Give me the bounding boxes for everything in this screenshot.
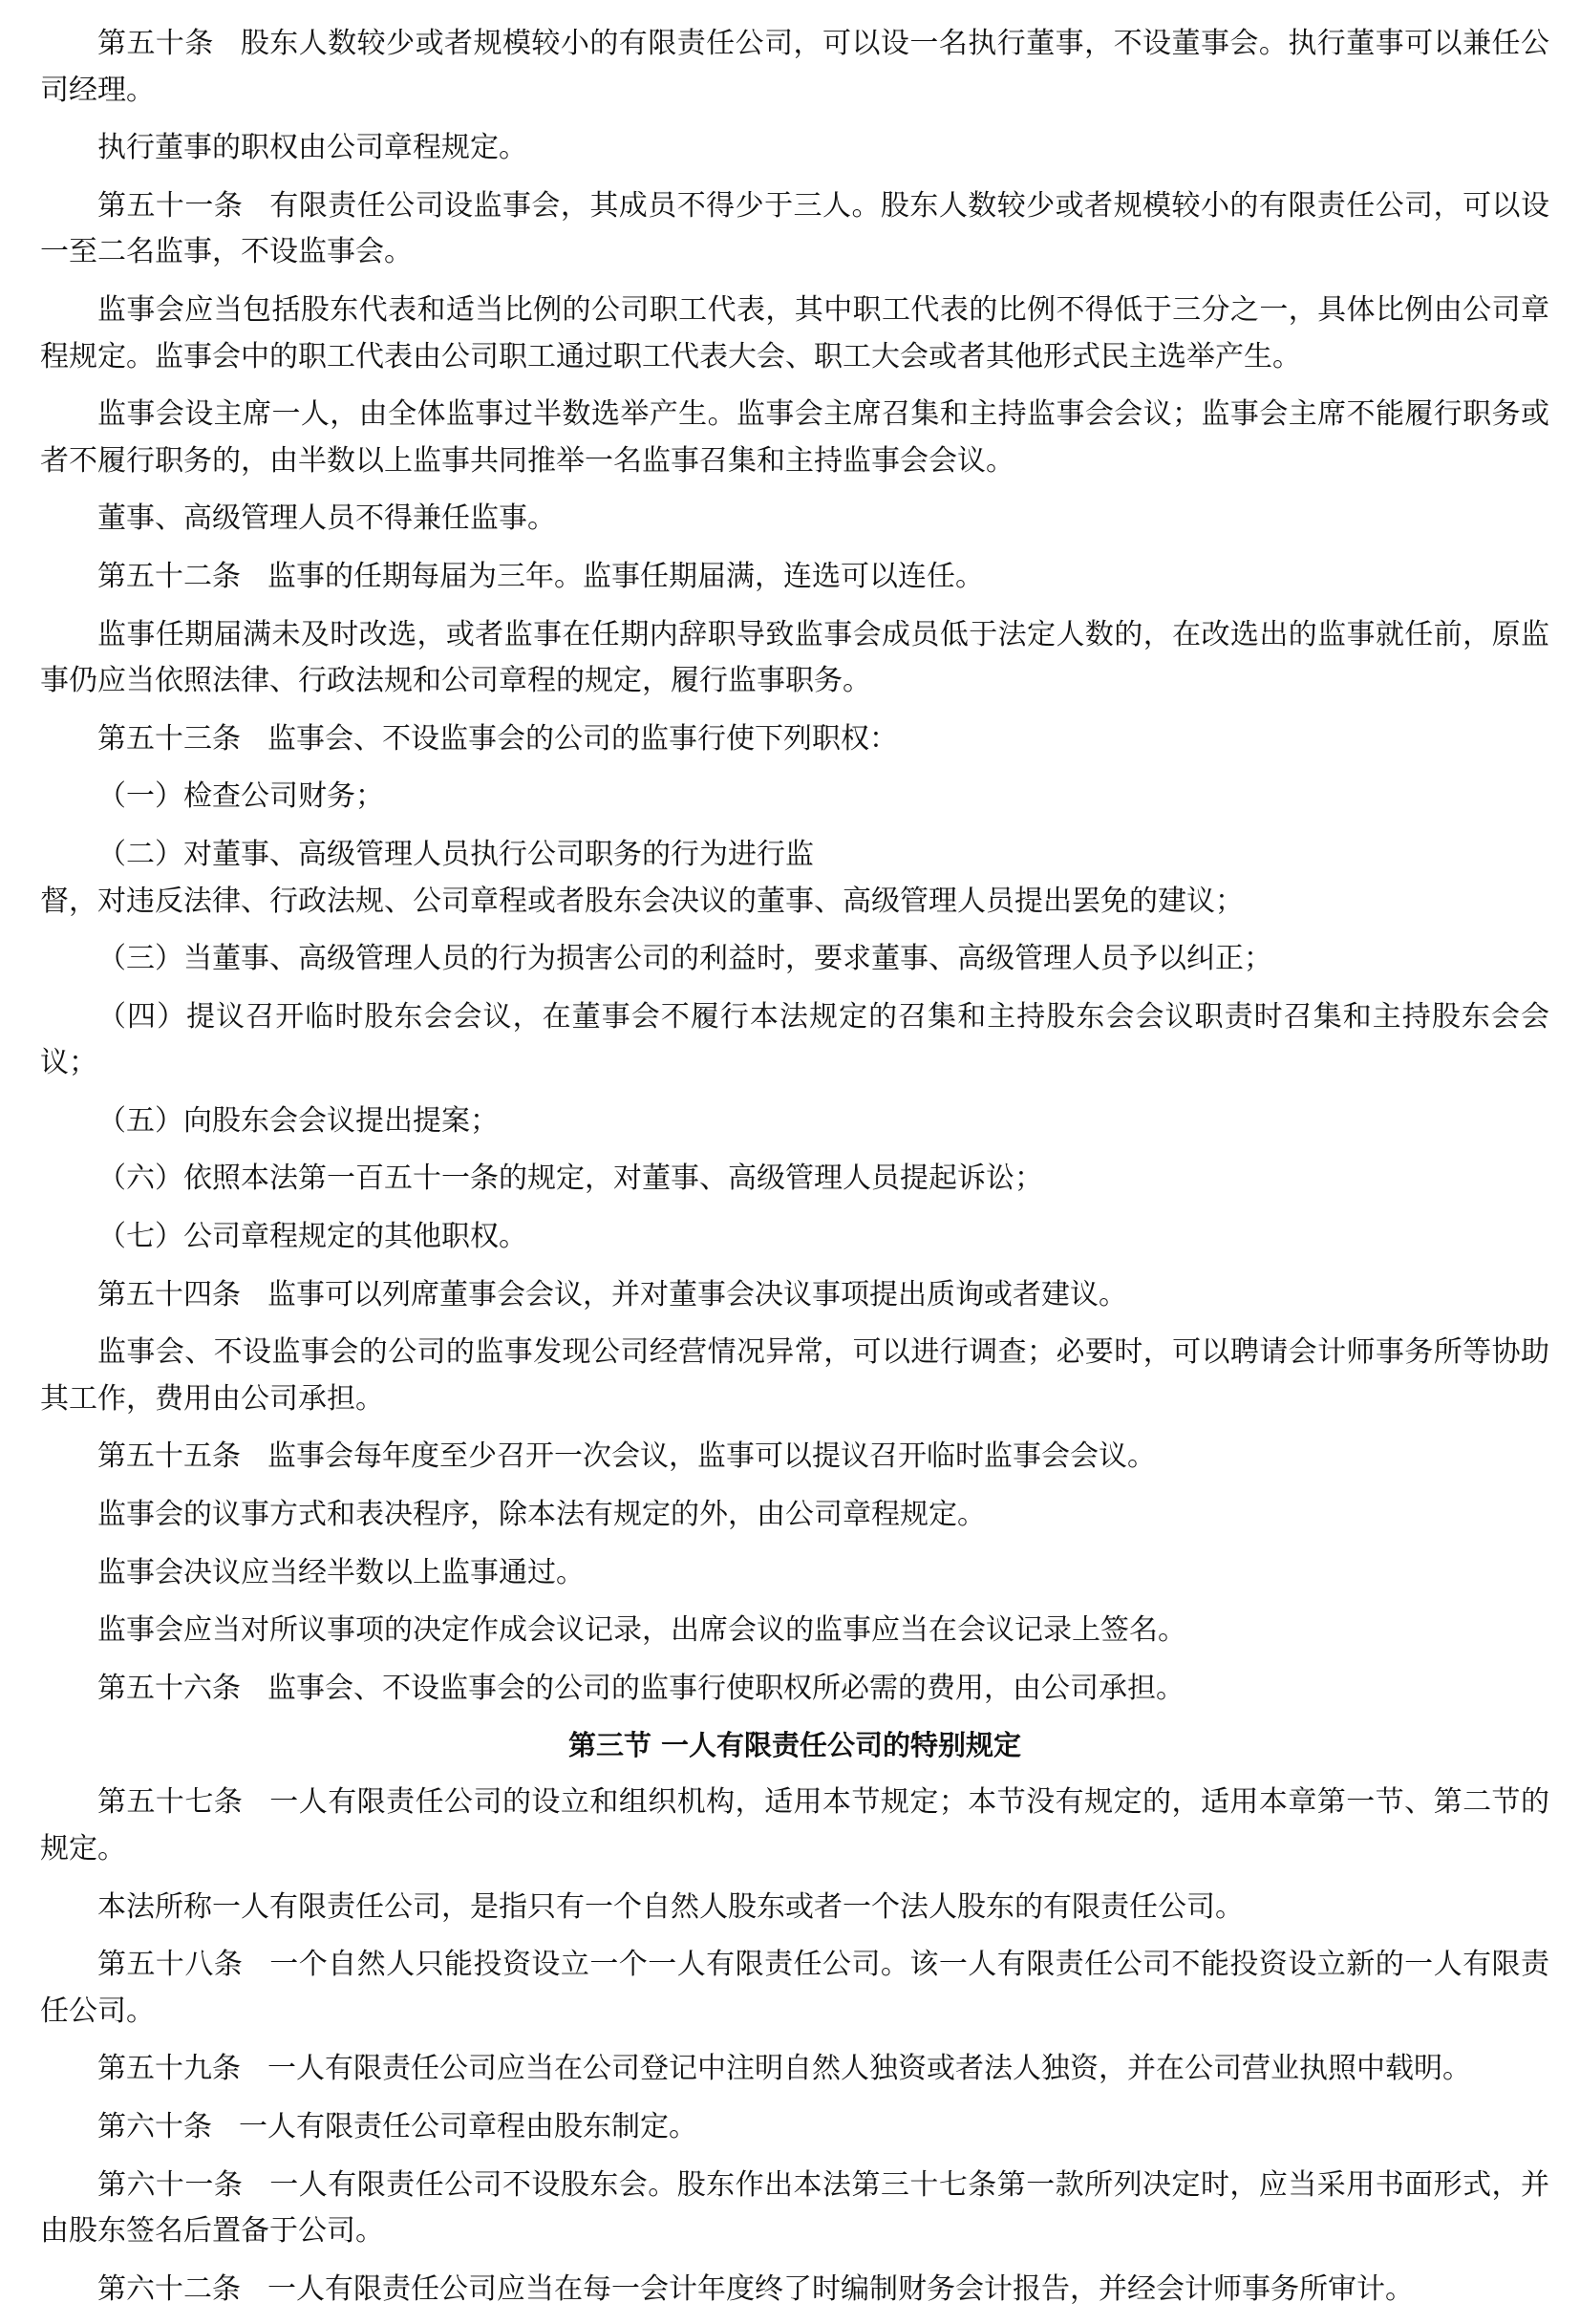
list-item: （四）提议召开临时股东会会议，在董事会不履行本法规定的召集和主持股东会会议职责时召集和主持股东会会议； [40,999,1549,1080]
article-number: 第五十七条 [97,1785,244,1820]
article-number: 第六十一条 [97,2167,244,2202]
article-number: 第五十八条 [97,1948,244,1982]
article-text: 股东人数较少或者规模较小的有限责任公司，可以设一名执行董事，不设董事会。执行董事可以兼任公司经理。 [40,27,1550,107]
article-text: 一个自然人只能投资设立一个一人有限责任公司。该一人有限责任公司不能投资设立新的一人有限责任公司。 [40,1948,1550,2028]
article-paragraph [40,1780,1549,1872]
article-number: 第五十四条 [97,1277,241,1311]
article-number: 第六十条 [97,2109,212,2143]
article-text: 监事会、不设监事会的公司的监事行使下列职权： [267,721,898,756]
article-paragraph [40,716,1549,763]
article-paragraph [40,21,1549,114]
article-number: 第五十五条 [97,1439,241,1474]
article-number: 第六十二条 [97,2271,241,2306]
list-item: （六）依照本法第一百五十一条的规定，对董事、高级管理人员提起诉讼； [97,1162,1043,1196]
body-paragraph: 监事任期届满未及时改选，或者监事在任期内辞职导致监事会成员低于法定人数的，在改选出的监事就任前，原监事仍应当依照法律、行政法规和公司章程的规定，履行监事职务。 [40,617,1549,698]
body-paragraph: 监事会的议事方式和表决程序，除本法有规定的外，由公司章程规定。 [97,1498,986,1532]
article-paragraph [40,2046,1549,2093]
document-page [40,21,1549,2324]
article-text: 一人有限责任公司应当在公司登记中注明自然人独资或者法人独资，并在公司营业执照中载明。 [267,2052,1471,2086]
article-text: 一人有限责任公司不设股东会。股东作出本法第三十七条第一款所列决定时，应当采用书面形式，并由股东签名后置备于公司。 [40,2167,1550,2249]
article-paragraph [40,2267,1549,2313]
body-paragraph: 监事会、不设监事会的公司的监事发现公司经营情况异常，可以进行调查；必要时，可以聘请会计师事务所等协助其工作，费用由公司承担。 [40,1335,1549,1416]
section-heading: 第三节 一人有限责任公司的特别规定 [567,1729,1022,1762]
article-paragraph [40,1942,1549,2035]
body-paragraph: 执行董事的职权由公司章程规定。 [97,131,527,165]
article-number: 第五十一条 [97,188,244,223]
body-paragraph: 本法所称一人有限责任公司，是指只有一个自然人股东或者一个法人股东的有限责任公司。 [97,1889,1244,1924]
article-paragraph [40,1272,1549,1319]
article-number: 第五十六条 [97,1671,241,1705]
body-paragraph: 董事、高级管理人员不得兼任监事。 [97,501,556,536]
article-text: 一人有限责任公司章程由股东制定。 [239,2109,697,2143]
list-item-continuation: 督，对违反法律、行政法规、公司章程或者股东会决议的董事、高级管理人员提出罢免的建议； [40,884,1244,918]
article-text: 监事会每年度至少召开一次会议，监事可以提议召开临时监事会会议。 [267,1439,1156,1474]
body-paragraph: 监事会应当对所议事项的决定作成会议记录，出席会议的监事应当在会议记录上签名。 [97,1613,1186,1648]
article-text: 有限责任公司设监事会，其成员不得少于三人。股东人数较少或者规模较小的有限责任公司，可以设一至二名监事，不设监事会。 [40,188,1550,269]
article-text: 监事的任期每届为三年。监事任期届满，连选可以连任。 [267,559,984,593]
list-item: （七）公司章程规定的其他职权。 [97,1220,527,1254]
article-paragraph [40,1666,1549,1713]
body-paragraph: 监事会应当包括股东代表和适当比例的公司职工代表，其中职工代表的比例不得低于三分之一，具体比例由公司章程规定。监事会中的职工代表由公司职工通过职工代表大会、职工大会或者其他形式民主选举产生。 [40,292,1549,373]
article-paragraph [40,1434,1549,1481]
body-paragraph: 监事会决议应当经半数以上监事通过。 [97,1555,585,1589]
article-paragraph [40,2163,1549,2255]
list-item: （二）对董事、高级管理人员执行公司职务的行为进行监 [97,837,814,871]
body-paragraph: 监事会设主席一人，由全体监事过半数选举产生。监事会主席召集和主持监事会会议；监事会主席不能履行职务或者不履行职务的，由半数以上监事共同推举一名监事召集和主持监事会会议。 [40,397,1549,478]
list-item: （五）向股东会会议提出提案； [97,1103,499,1138]
article-number: 第五十条 [97,27,214,60]
article-paragraph [40,183,1549,276]
article-text: 监事可以列席董事会会议，并对董事会决议事项提出质询或者建议。 [267,1277,1127,1311]
article-paragraph [40,554,1549,601]
article-text: 一人有限责任公司应当在每一会计年度终了时编制财务会计报告，并经会计师事务所审计。 [267,2271,1414,2306]
article-paragraph [40,2104,1549,2151]
list-item: （三）当董事、高级管理人员的行为损害公司的利益时，要求董事、高级管理人员予以纠正； [97,942,1272,976]
article-number: 第五十二条 [97,559,241,593]
article-text: 一人有限责任公司的设立和组织机构，适用本节规定；本节没有规定的，适用本章第一节、第二节的规定。 [40,1785,1550,1866]
list-item: （一）检查公司财务； [97,779,384,814]
article-number: 第五十三条 [97,721,241,756]
article-text: 监事会、不设监事会的公司的监事行使职权所必需的费用，由公司承担。 [267,1671,1185,1705]
article-number: 第五十九条 [97,2052,241,2086]
